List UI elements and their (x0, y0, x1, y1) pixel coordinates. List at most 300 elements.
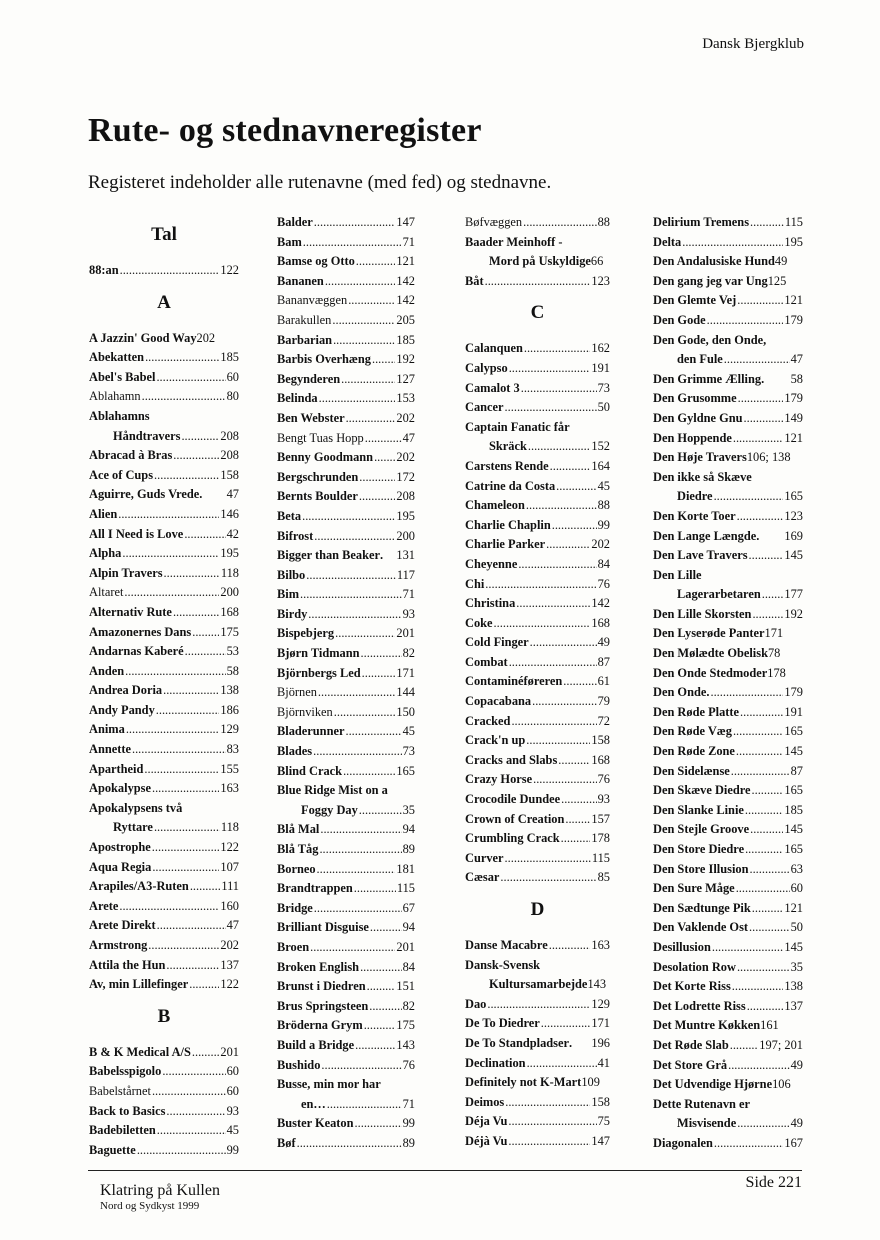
entry-name: Arete (89, 898, 119, 913)
leader-dots (565, 810, 590, 830)
entry-name: De To Standpladser (465, 1035, 569, 1050)
index-entry (277, 840, 415, 860)
entry-name: Back to Basics (89, 1103, 166, 1118)
leader-dots (365, 429, 402, 449)
leader-dots (120, 261, 220, 281)
entry-line (89, 956, 239, 976)
index-entry (89, 1141, 239, 1161)
entry-line (277, 272, 415, 292)
entry-page: 165 (784, 783, 803, 798)
entry-name: Andy Pandy (89, 702, 155, 717)
leader-dots (737, 1114, 789, 1134)
index-entry (653, 546, 803, 566)
index-entry (465, 995, 610, 1015)
leader-dots (745, 840, 783, 860)
leader-dots (724, 350, 790, 370)
entry-line (277, 370, 415, 390)
entry-line (465, 1112, 610, 1132)
entry-page: 47 (226, 918, 239, 933)
leader-dots (118, 505, 219, 525)
entry-page: 161 (760, 1018, 779, 1033)
entry-line (89, 681, 239, 701)
entry-continuation-line (89, 427, 239, 447)
entry-name: Brandtrappen (277, 881, 353, 896)
entry-name: Dette Rutenavn er (653, 1096, 751, 1111)
index-entry (89, 368, 239, 388)
entry-line (277, 879, 415, 899)
entry-page: 155 (220, 761, 239, 776)
entry-line (465, 1054, 610, 1074)
index-entry (653, 527, 803, 547)
leader-dots (334, 703, 396, 723)
leader-dots (332, 311, 395, 331)
index-entry (653, 311, 803, 331)
entry-name: Benny Goodmann (277, 450, 374, 465)
entry-page: 205 (396, 312, 415, 327)
entry-page: 71 (402, 1096, 415, 1111)
entry-page: 50 (790, 920, 803, 935)
entry-name: Barakullen (277, 312, 332, 327)
entry-page: 186 (220, 702, 239, 717)
index-entry (277, 370, 415, 390)
index-entry (465, 614, 610, 634)
index-entry (653, 1056, 803, 1076)
leader-dots (737, 958, 790, 978)
entry-line (465, 1073, 610, 1093)
entry-page: 82 (402, 646, 415, 661)
entry-page: 88 (597, 215, 610, 229)
entry-page: 138 (784, 979, 803, 994)
entry-name: Blue Ridge Mist on a (277, 783, 388, 798)
index-entry (653, 644, 803, 664)
entry-page: 35 (790, 959, 803, 974)
entry-line (89, 1043, 239, 1063)
entry-line (653, 742, 803, 762)
entry-name: Bjørn Tidmann (277, 646, 360, 661)
index-entry (89, 916, 239, 936)
index-entry (465, 1054, 610, 1074)
entry-line (465, 1093, 610, 1113)
entry-line (277, 566, 415, 586)
index-entry (465, 575, 610, 595)
index-entry (653, 722, 803, 742)
entry-page: 47 (402, 430, 415, 445)
entry-line (465, 555, 610, 575)
entry-page: 60 (226, 1083, 239, 1098)
entry-name: Bananvæggen (277, 293, 348, 308)
entry-name-continued: Mord på Uskyldige (489, 254, 591, 269)
entry-name: Bispebjerg (277, 626, 335, 641)
index-entry (277, 1056, 415, 1076)
entry-page: 175 (220, 624, 239, 639)
entry-name: Apartheid (89, 761, 144, 776)
entry-name: Desolation Row (653, 959, 736, 974)
entry-name: Den Grimme Ælling (653, 371, 762, 386)
entry-page: 58 (226, 663, 239, 678)
footer-divider (88, 1170, 802, 1171)
index-entry (653, 1075, 803, 1095)
entry-name: Brus Springsteen (277, 998, 369, 1013)
entry-name: Dao (465, 996, 487, 1011)
index-entry (277, 644, 415, 664)
index-entry (89, 956, 239, 976)
index-entry (465, 233, 610, 272)
entry-page: 121 (784, 430, 803, 445)
index-entry (653, 664, 803, 684)
entry-page: 162 (591, 341, 610, 356)
index-entry (277, 683, 415, 703)
leader-dots (319, 389, 396, 409)
entry-name: Den Gode, den Onde, (653, 332, 767, 347)
index-entry (89, 858, 239, 878)
index-entry (465, 1034, 610, 1054)
leader-dots (736, 742, 783, 762)
entry-continuation-line (653, 585, 803, 605)
entry-line (277, 448, 415, 468)
entry-line (465, 457, 610, 477)
index-entry (277, 918, 415, 938)
entry-name: Buster Keaton (277, 1116, 354, 1131)
leader-dots (302, 507, 395, 527)
leader-dots (500, 868, 596, 888)
entry-line (277, 722, 415, 742)
leader-dots (345, 722, 401, 742)
entry-name: Delta (653, 234, 682, 249)
entry-page: 149 (784, 410, 803, 425)
entry-line (89, 975, 239, 995)
index-entry (89, 446, 239, 466)
leader-dots (119, 897, 219, 917)
entry-name: Den Lyserøde Panter (653, 626, 765, 641)
leader-dots (318, 683, 395, 703)
entry-page: 60 (790, 881, 803, 896)
entry-page: 121 (396, 254, 415, 269)
entry-line (89, 505, 239, 525)
leader-dots (192, 1043, 220, 1063)
leader-dots (523, 213, 596, 233)
index-entry (653, 468, 803, 507)
leader-dots (152, 779, 219, 799)
entry-line (89, 466, 239, 486)
entry-line (89, 662, 239, 682)
index-entry (653, 291, 803, 311)
entry-name: Deimos (465, 1094, 505, 1109)
entry-name: Arete Direkt (89, 918, 156, 933)
entry-name: Den Røde Platte (653, 704, 740, 719)
entry-line (465, 849, 610, 869)
index-entry (465, 731, 610, 751)
entry-name: Alpha (89, 546, 122, 561)
entry-page: 107 (220, 859, 239, 874)
index-entry (277, 252, 415, 272)
entry-name: Build a Bridge (277, 1037, 355, 1052)
index-entry (89, 1082, 239, 1102)
entry-name: Christina (465, 596, 516, 611)
entry-separator: . (761, 371, 765, 386)
entry-page: 115 (784, 215, 803, 229)
entry-page: 175 (396, 1018, 415, 1033)
leader-dots (359, 801, 402, 821)
entry-line (465, 829, 610, 849)
entry-page: 122 (220, 840, 239, 855)
leader-dots (327, 1095, 402, 1115)
entry-line (465, 272, 610, 292)
entry-page: 60 (226, 369, 239, 384)
entry-name: Cancer (465, 400, 504, 415)
entry-line (277, 624, 415, 644)
entry-name: Den Gode (653, 312, 706, 327)
entry-page: 73 (402, 744, 415, 759)
entry-line (277, 977, 415, 997)
entry-name: Danse Macabre (465, 938, 548, 952)
entry-name: A Jazzin' Good Way (89, 330, 197, 345)
index-entry (89, 720, 239, 740)
leader-dots (346, 409, 396, 429)
entry-page: 93 (226, 1103, 239, 1118)
entry-page: 93 (597, 792, 610, 807)
index-entry (277, 291, 415, 311)
index-entry (277, 958, 415, 978)
leader-dots (737, 507, 784, 527)
entry-name: Bamse og Otto (277, 254, 355, 269)
leader-dots (505, 398, 597, 418)
index-entry (653, 1016, 803, 1036)
entry-name: Det Røde Slab (653, 1037, 729, 1052)
entry-page: 45 (402, 724, 415, 739)
entry-name: Ablahamns (89, 408, 150, 423)
entry-page: 71 (402, 234, 415, 249)
entry-line (653, 840, 803, 860)
entry-name: Bladerunner (277, 724, 345, 739)
entry-name: Desillusion (653, 939, 711, 954)
entry-name: Declination (465, 1055, 526, 1070)
index-entry (653, 977, 803, 997)
entry-name: Bananen (277, 273, 324, 288)
entry-page: 147 (396, 215, 415, 229)
index-entry (89, 583, 239, 603)
entry-name: Coke (465, 615, 493, 630)
entry-page: 138 (220, 683, 239, 698)
entry-page: 200 (396, 528, 415, 543)
entry-line (465, 770, 610, 790)
entry-line (653, 879, 803, 899)
entry-name: Den Store Diedre (653, 842, 745, 856)
entry-line (465, 810, 610, 830)
entry-name: Borneo (277, 861, 316, 876)
entry-page: 45 (226, 1123, 239, 1138)
leader-dots (154, 466, 219, 486)
index-entry (465, 712, 610, 732)
leader-dots (341, 370, 395, 390)
entry-page: 160 (220, 898, 239, 913)
entry-page: 121 (784, 900, 803, 915)
leader-dots (190, 877, 221, 897)
entry-page: 153 (396, 391, 415, 406)
entry-line (89, 368, 239, 388)
entry-name: Den Stejle Groove (653, 822, 750, 837)
leader-dots (530, 633, 597, 653)
entry-name: Anima (89, 722, 125, 737)
entry-line (653, 918, 803, 938)
leader-dots (733, 429, 784, 449)
entry-name: Busse, min mor har (277, 1077, 381, 1092)
entry-page: 94 (402, 920, 415, 935)
index-entry (277, 762, 415, 782)
entry-page: 202 (396, 450, 415, 465)
entry-line (277, 605, 415, 625)
index-entry (277, 879, 415, 899)
entry-name: Bridge (277, 900, 313, 915)
entry-line (277, 683, 415, 703)
index-entry (277, 605, 415, 625)
entry-line (465, 751, 610, 771)
entry-page: 178 (591, 831, 610, 846)
index-entry (653, 860, 803, 880)
leader-dots (738, 389, 784, 409)
footer-subtitle: Nord og Sydkyst 1999 (100, 1200, 200, 1212)
leader-dots (355, 1114, 402, 1134)
entry-line (277, 1114, 415, 1134)
leader-dots (333, 331, 395, 351)
entry-line (653, 527, 803, 547)
entry-page: 47 (790, 352, 803, 367)
leader-dots (148, 936, 219, 956)
entry-line (277, 820, 415, 840)
entry-page: 145 (784, 548, 803, 563)
entry-page: 167 (784, 1135, 803, 1150)
entry-page: 165 (784, 489, 803, 504)
entry-page: 131 (396, 548, 415, 563)
entry-page: 179 (784, 391, 803, 406)
entry-page: 179 (784, 685, 803, 700)
entry-name: Den Andalusiske Hund (653, 254, 775, 269)
index-entry (277, 1016, 415, 1036)
leader-dots (308, 605, 401, 625)
entry-line (653, 1016, 803, 1036)
entry-page: 158 (220, 467, 239, 482)
entry-name: Definitely not K-Mart (465, 1075, 582, 1090)
entry-name: Alternativ Rute (89, 604, 172, 619)
leader-dots (320, 820, 401, 840)
entry-page: 201 (396, 939, 415, 954)
entry-line (89, 877, 239, 897)
entry-line (277, 899, 415, 919)
index-entry (465, 692, 610, 712)
entry-page: 76 (402, 1057, 415, 1072)
entry-name: Den Lille (653, 567, 702, 582)
entry-page: 76 (597, 772, 610, 787)
entry-line (653, 370, 803, 390)
entry-page: 73 (597, 380, 610, 395)
entry-page: 49 (790, 1057, 803, 1072)
entry-page: 191 (784, 704, 803, 719)
leader-dots (749, 918, 790, 938)
entry-page: 196 (591, 1035, 610, 1050)
leader-dots (511, 712, 596, 732)
entry-first-line (653, 566, 803, 586)
leader-dots (526, 731, 590, 751)
index-entry (277, 899, 415, 919)
index-entry (465, 379, 610, 399)
entry-line (465, 995, 610, 1015)
index-entry (465, 555, 610, 575)
entry-name: B & K Medical A/S (89, 1044, 191, 1059)
entry-name: Apokalypsens två (89, 800, 183, 815)
index-entry (465, 359, 610, 379)
entry-line (277, 389, 415, 409)
entry-line (89, 936, 239, 956)
leader-dots (156, 701, 220, 721)
entry-line (465, 535, 610, 555)
index-entry (653, 781, 803, 801)
entry-continuation-line (465, 975, 610, 995)
entry-page: 147 (591, 1133, 610, 1148)
index-entry (277, 820, 415, 840)
entry-line (465, 936, 610, 956)
entry-line (89, 348, 239, 368)
leader-dots (124, 583, 219, 603)
index-entry (277, 938, 415, 958)
entry-name: Apostrophe (89, 840, 151, 855)
entry-page: 191 (591, 360, 610, 375)
entry-page: 145 (784, 744, 803, 759)
entry-page: 106 (772, 1077, 791, 1092)
entry-line (277, 664, 415, 684)
index-entry (277, 1134, 415, 1154)
entry-separator: . (568, 1035, 573, 1050)
entry-line (277, 1134, 415, 1154)
entry-name: Armstrong (89, 938, 148, 952)
index-entry (465, 535, 610, 555)
leader-dots (541, 1014, 591, 1034)
index-entry (653, 1095, 803, 1134)
index-entry (653, 624, 803, 644)
index-entry (465, 418, 610, 457)
entry-page: 129 (220, 722, 239, 737)
index-entry (653, 409, 803, 429)
entry-page: 164 (591, 458, 610, 473)
leader-dots (362, 664, 396, 684)
entry-line (653, 389, 803, 409)
entry-name: Babelstårnet (89, 1083, 151, 1098)
entry-name: Ace of Cups (89, 467, 154, 482)
entry-separator: . (756, 528, 760, 543)
entry-line (653, 977, 803, 997)
entry-line (277, 958, 415, 978)
entry-page: 50 (597, 400, 610, 415)
page-subtitle: Registeret indeholder alle rutenavne (med fed) og stednavne. (88, 172, 552, 193)
entry-name: Björnen (277, 685, 317, 700)
entry-page: 163 (591, 938, 610, 952)
index-entry (277, 389, 415, 409)
page-title: Rute- og stednavneregister (88, 112, 482, 149)
entry-page: 157 (591, 811, 610, 826)
entry-name: Den Høje Travers (653, 450, 747, 465)
entry-name: Begynderen (277, 371, 341, 386)
entry-page: 87 (790, 763, 803, 778)
entry-page: 144 (396, 685, 415, 700)
index-entry (89, 936, 239, 956)
entry-name: Bushido (277, 1057, 321, 1072)
entry-line (653, 272, 803, 292)
entry-page: 111 (221, 879, 239, 894)
entry-name: Badebiletten (89, 1123, 156, 1138)
leader-dots (152, 1082, 226, 1102)
entry-line (465, 712, 610, 732)
leader-dots (313, 742, 401, 762)
entry-line (89, 1102, 239, 1122)
leader-dots (509, 653, 597, 673)
